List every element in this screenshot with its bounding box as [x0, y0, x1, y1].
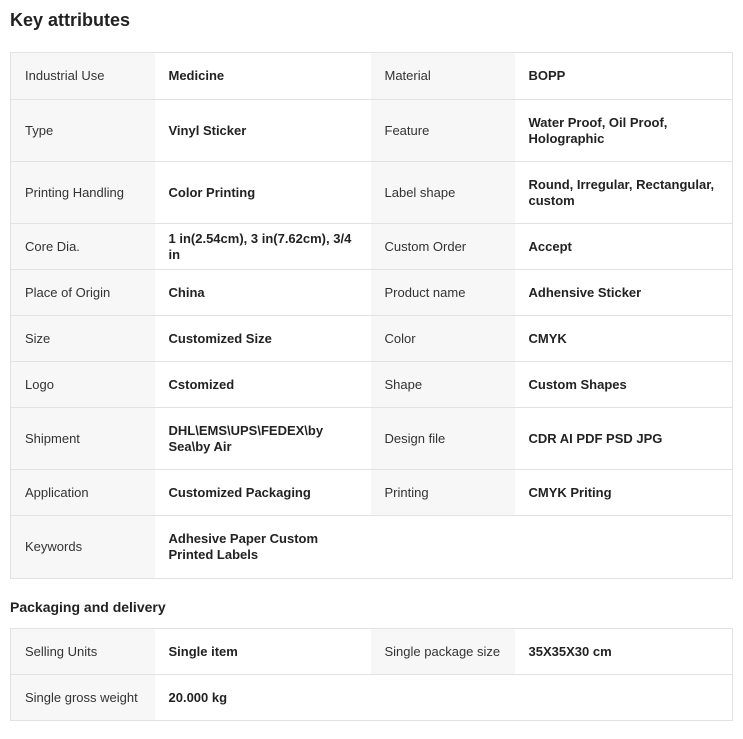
attribute-row — [11, 100, 733, 162]
attribute-label: Material — [371, 53, 515, 100]
attribute-value: Medicine — [155, 53, 371, 100]
attribute-row — [11, 162, 733, 224]
attribute-row — [11, 224, 733, 270]
packaging-row — [11, 629, 733, 675]
attribute-value: Accept — [515, 224, 733, 270]
attribute-label: Design file — [371, 408, 515, 470]
attribute-row — [11, 516, 733, 579]
attribute-value: Round, Irregular, Rectangular, custom — [515, 162, 733, 224]
attribute-row — [11, 316, 733, 362]
attribute-label: Printing — [371, 470, 515, 516]
empty-cell — [515, 516, 733, 579]
attribute-value: Color Printing — [155, 162, 371, 224]
attribute-row — [11, 362, 733, 408]
attribute-label: Logo — [11, 362, 155, 408]
attribute-label: Single gross weight — [11, 675, 155, 721]
attribute-value: BOPP — [515, 53, 733, 100]
attribute-label: Feature — [371, 100, 515, 162]
attribute-label: Size — [11, 316, 155, 362]
attribute-label: Printing Handling — [11, 162, 155, 224]
attribute-label: Product name — [371, 270, 515, 316]
attribute-value: Customized Size — [155, 316, 371, 362]
empty-cell — [515, 675, 733, 721]
attribute-label: Keywords — [11, 516, 155, 579]
attribute-value: CDR AI PDF PSD JPG — [515, 408, 733, 470]
attribute-value: Single item — [155, 629, 371, 675]
attribute-value: 35X35X30 cm — [515, 629, 733, 675]
attribute-row — [11, 408, 733, 470]
attribute-label: Single package size — [371, 629, 515, 675]
attribute-label: Custom Order — [371, 224, 515, 270]
attribute-label: Color — [371, 316, 515, 362]
attribute-label: Selling Units — [11, 629, 155, 675]
attribute-label: Shape — [371, 362, 515, 408]
attribute-label: Core Dia. — [11, 224, 155, 270]
attribute-value: 20.000 kg — [155, 675, 371, 721]
attribute-row — [11, 53, 733, 100]
attribute-value: China — [155, 270, 371, 316]
attribute-value: Water Proof, Oil Proof, Holographic — [515, 100, 733, 162]
packaging-row — [11, 675, 733, 721]
attribute-label: Shipment — [11, 408, 155, 470]
attribute-label: Label shape — [371, 162, 515, 224]
attribute-label: Place of Origin — [11, 270, 155, 316]
attribute-value: Custom Shapes — [515, 362, 733, 408]
attribute-label: Application — [11, 470, 155, 516]
attribute-value: Adhesive Paper Custom Printed Labels — [155, 516, 371, 579]
attribute-value: DHL\EMS\UPS\FEDEX\by Sea\by Air — [155, 408, 371, 470]
attribute-value: 1 in(2.54cm), 3 in(7.62cm), 3/4 in — [155, 224, 371, 270]
attribute-value: Adhensive Sticker — [515, 270, 733, 316]
attribute-value: CMYK Priting — [515, 470, 733, 516]
attribute-value: Vinyl Sticker — [155, 100, 371, 162]
attribute-value: Customized Packaging — [155, 470, 371, 516]
empty-cell — [371, 675, 515, 721]
attribute-row — [11, 470, 733, 516]
attribute-value: Cstomized — [155, 362, 371, 408]
attribute-label: Type — [11, 100, 155, 162]
attribute-row — [11, 270, 733, 316]
packaging-title: Packaging and delivery — [10, 599, 166, 615]
key-attributes-table — [10, 52, 733, 579]
empty-cell — [371, 516, 515, 579]
key-attributes-title: Key attributes — [10, 10, 131, 30]
packaging-table — [10, 628, 733, 721]
attribute-label: Industrial Use — [11, 53, 155, 100]
attribute-value: CMYK — [515, 316, 733, 362]
